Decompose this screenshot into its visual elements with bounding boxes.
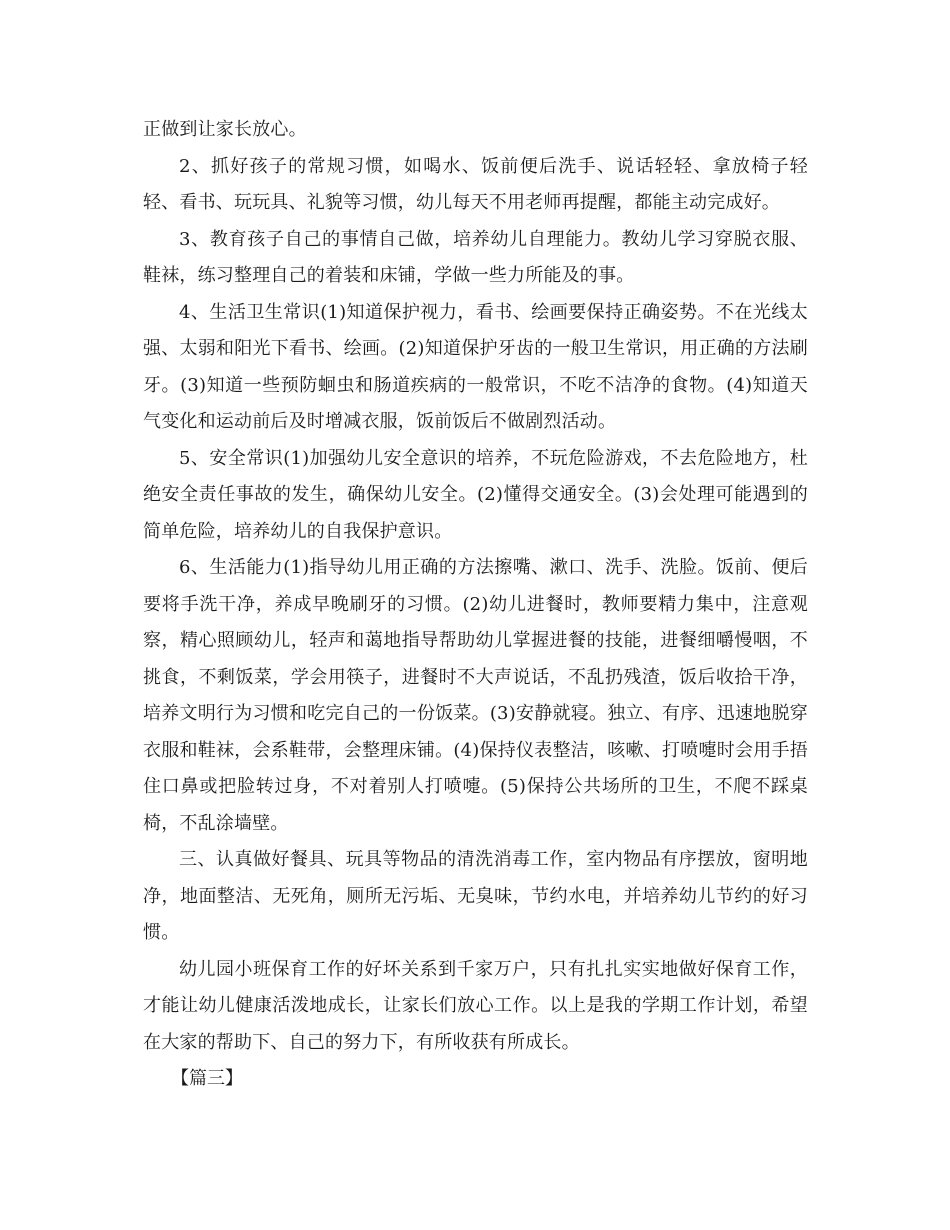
paragraph-conclusion: 幼儿园小班保育工作的好坏关系到千家万户，只有扎扎实实地做好保育工作，才能让幼儿健康活泼地成长，让家长们放心工作。以上是我的学期工作计划，希望在大家的帮助下、自己的努力下，有所收获有所成长。 [143,958,808,1053]
document-body [143,112,808,1098]
paragraph-hygiene: 4、生活卫生常识(1)知道保护视力，看书、绘画要保持正确姿势。不在光线太强、太弱和阳光下看书、绘画。(2)知道保护牙齿的一般卫生常识，用正确的方法刷牙。(3)知道一些预防蛔虫和肠道疾病的一般常识，不吃不洁净的食物。(4)知道天气变化和运动前后及时增减衣服，饭前饭后不做剧烈活动。 [143,301,808,432]
paragraph-habits: 2、抓好孩子的常规习惯，如喝水、饭前便后洗手、说话轻轻、拿放椅子轻轻、看书、玩玩具、礼貌等习惯，幼儿每天不用老师再提醒，都能主动完成好。 [143,155,808,213]
paragraph-continuation: 正做到让家长放心。 [143,119,307,140]
paragraph-life-skills: 6、生活能力(1)指导幼儿用正确的方法擦嘴、漱口、洗手、洗脸。饭前、便后要将手洗干净，养成早晚刷牙的习惯。(2)幼儿进餐时，教师要精力集中，注意观察，精心照顾幼儿，轻声和蔼地指导帮助幼儿掌握进餐的技能，进餐细嚼慢咽，不挑食，不剩饭菜，学会用筷子，进餐时不大声说话，不乱扔残渣，饭后收拾干净，培养文明行为习惯和吃完自己的一份饭菜。(3)安静就寝。独立、有序、迅速地脱穿衣服和鞋袜，会系鞋带，会整理床铺。(4)保持仪表整洁，咳嗽、打喷嚏时会用手捂住口鼻或把脸转过身，不对着别人打喷嚏。(5)保持公共场所的卫生，不爬不踩桌椅，不乱涂墙壁。 [143,557,808,834]
paragraph-self-care: 3、教育孩子自己的事情自己做，培养幼儿自理能力。教幼儿学习穿脱衣服、鞋袜，练习整理自己的着装和床铺，学做一些力所能及的事。 [143,228,808,286]
paragraph-safety: 5、安全常识(1)加强幼儿安全意识的培养，不玩危险游戏，不去危险地方，杜绝安全责任事故的发生，确保幼儿安全。(2)懂得交通安全。(3)会处理可能遇到的简单危险，培养幼儿的自我保护意识。 [143,447,808,542]
paragraph-disinfection: 三、认真做好餐具、玩具等物品的清洗消毒工作，室内物品有序摆放，窗明地净，地面整洁、无死角，厕所无污垢、无臭味，节约水电，并培养幼儿节约的好习惯。 [143,849,808,943]
section-heading: 【篇三】 [171,1068,243,1089]
